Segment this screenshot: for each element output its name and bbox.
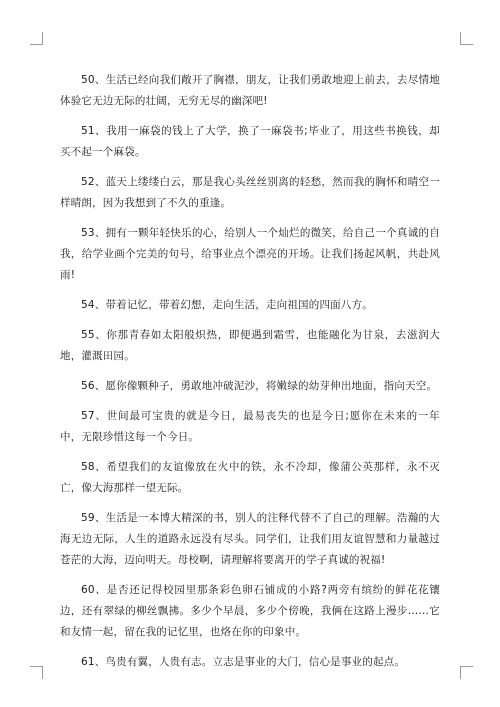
page-corner-mark-top-left [30,32,43,45]
page-corner-mark-bottom-right [460,666,473,679]
paragraph-52: 52、蓝天上缕缕白云，那是我心头丝丝别离的轻愁，然而我的胸怀和晴空一样晴朗，因为我想到了不久的重逢。 [60,176,440,209]
paragraph-54: 54、带着记忆，带着幻想，走向生活，走向祖国的四面八方。 [81,299,373,311]
paragraph-53: 53、拥有一颗年轻快乐的心，给别人一个灿烂的微笑，给自己一个真诚的自我，给学业画个完美的句号，给事业点个漂亮的开场。让我们扬起风帆，共赴风雨! [60,227,440,281]
paragraph-55: 55、你那青春如太阳般炽热，即便遇到霜雪，也能融化为甘泉，去滋润大地，灌溉田园。 [60,329,440,362]
paragraph-51: 51、我用一麻袋的钱上了大学，换了一麻袋书;毕业了，用这些书换钱，却买不起一个麻袋。 [60,125,440,158]
paragraph-57: 57、世间最可宝贵的就是今日，最易丧失的也是今日;愿你在未来的一年中，无限珍惜这每一个今日。 [60,410,440,443]
paragraph-59: 59、生活是一本博大精深的书，别人的注释代替不了自己的理解。浩瀚的大海无边无际，人生的道路永远没有尽头。同学们，让我们用友谊智慧和力量越过苍茫的大海，迈向明天。母校啊，请理解将要离开的学子真诚的祝福! [60,512,440,566]
document-body [60,70,440,682]
page-corner-mark-top-right [460,32,473,45]
page-corner-mark-bottom-left [30,666,43,679]
paragraph-61: 61、鸟贵有翼，人贵有志。立志是事业的大门，信心是事业的起点。 [81,656,406,668]
paragraph-56: 56、愿你像颗种子，勇敢地冲破泥沙，将嫩绿的幼芽伸出地面，指向天空。 [81,380,438,392]
paragraph-60: 60、是否还记得校园里那条彩色卵石铺成的小路?两旁有缤纷的鲜花花镶边，还有翠绿的柳丝飘拂。多少个早晨，多少个傍晚，我俩在这路上漫步……它和友情一起，留在我的记忆里，也烙在你的印象中。 [60,584,440,638]
paragraph-50: 50、生活已经向我们敞开了胸襟，朋友，让我们勇敢地迎上前去，去尽情地体验它无边无际的壮阔，无穷无尽的幽深吧! [60,74,440,107]
paragraph-58: 58、希望我们的友谊像放在火中的铁，永不冷却，像蒲公英那样，永不灭亡，像大海那样一望无际。 [60,461,440,494]
